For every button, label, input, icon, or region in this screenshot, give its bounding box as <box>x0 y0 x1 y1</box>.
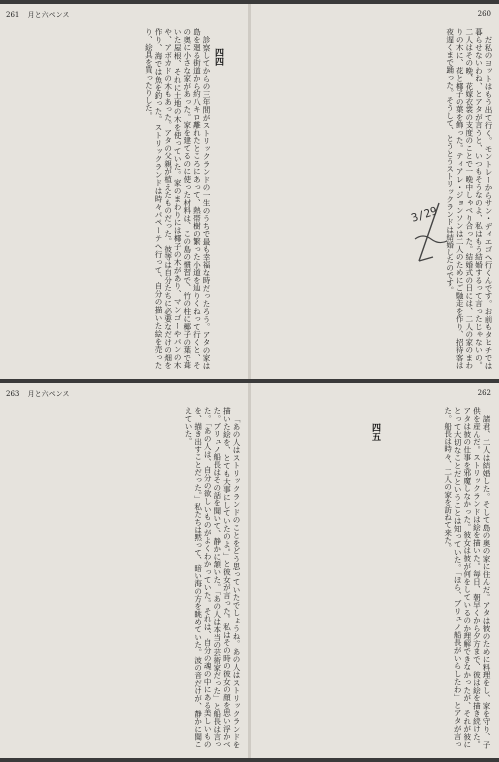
body-text: 諸君、二人は結婚した。そして島の奥の家に住んだ。アタは彼のために料理をし、家を守り、子供を産んだ。ストリックランドは絵を描いた。毎日、朝早くから夕方まで、彼は絵を描き続けた。アタは彼の仕事を邪魔しなかった。彼女は彼が何をしているのか理解できなかったが、それが彼にとって大切なことだということは知っていた。「ほら、ブリュノ船長がいらしたわ」とアタが言った。船長は時々、二人の家を訪ねて来た。 <box>443 407 491 748</box>
top-left-page <box>0 4 249 379</box>
body-text: だ私のヨットはもう出て行く。モントレーからサン・ディエゴへ行くんです。お前もタヒチでは暮らせないわね、とアタが言うと、いつもそうなのよ、私はもう結婚するって言ったじゃないの。二人はその晩、花嫁衣裳の支度のことで一晩中しゃべり合った。結婚式の日には、二人の家のまわりの木に、花と椰子の葉を飾った。ティアレ・ジョンソンは二人のためにご馳走を作り、招待客は夜遅くまで踊った。そうして、とうとうストリックランドは結婚したのです。 <box>445 28 493 369</box>
body-text: 「あの人はストリックランドのことをどう思っていたでしょうね。あの人はストリックランドを描いた絵を、とても大事にしていたのよ。」と彼女が言った。私はその時の彼女の顔を思い浮かべた。ブリュノ船長はその話を聞いて、静かに頷いた。「あの人は本当の芸術家だった」と船長は言った。「あの人は、自分の欲しいものがよくわかっていた。それは、自分の魂の中にある美しいものを、描き出すことだった。」私たちは黙って、暗い海の方を眺めていた。波の音だけが、静かに聞こえていた。 <box>184 407 241 748</box>
running-head: 月と六ペンス <box>27 11 70 19</box>
chapter-number: 四四 <box>213 48 223 66</box>
top-spread <box>0 4 499 379</box>
page-number: 263 月と六ペンス <box>6 390 70 398</box>
top-right-page <box>251 4 499 379</box>
running-head: 月と六ペンス <box>27 390 70 398</box>
page-number: 260 <box>477 10 491 18</box>
bottom-spread <box>0 383 499 758</box>
body-text: 診察してからの三年間がストリックランドの一生のうちで最も幸福な時だったろう。アタの家は島を廻る街道から約八キロ離れたところにあって、熱帯樹の繁った小道を辿りくねって行くと、その奥に小さな家があった。家を建てるのに使った材料は、この島の慣習で、竹の柱に椰子の葉で葺いた屋根、それに土地の木を使っていた。家のまわりには椰子の木があり、マンゴーやパンの木や、アボカドの木もあった。アタの父親が植えたものだった。彼等は自分たちに必要なだけの畑を作り、海では魚を釣った。ストリックランドは時々パペーテへ行って、自分の描いた絵を売ったり、絵具を買ったりした。 <box>144 28 211 369</box>
page-number: 262 <box>477 389 491 397</box>
chapter-number: 四五 <box>370 423 380 441</box>
bottom-left-page <box>0 383 249 758</box>
bottom-right-page <box>251 383 499 758</box>
page-number: 261 月と六ペンス <box>6 11 70 19</box>
handwritten-date: 3/29 <box>409 204 439 225</box>
